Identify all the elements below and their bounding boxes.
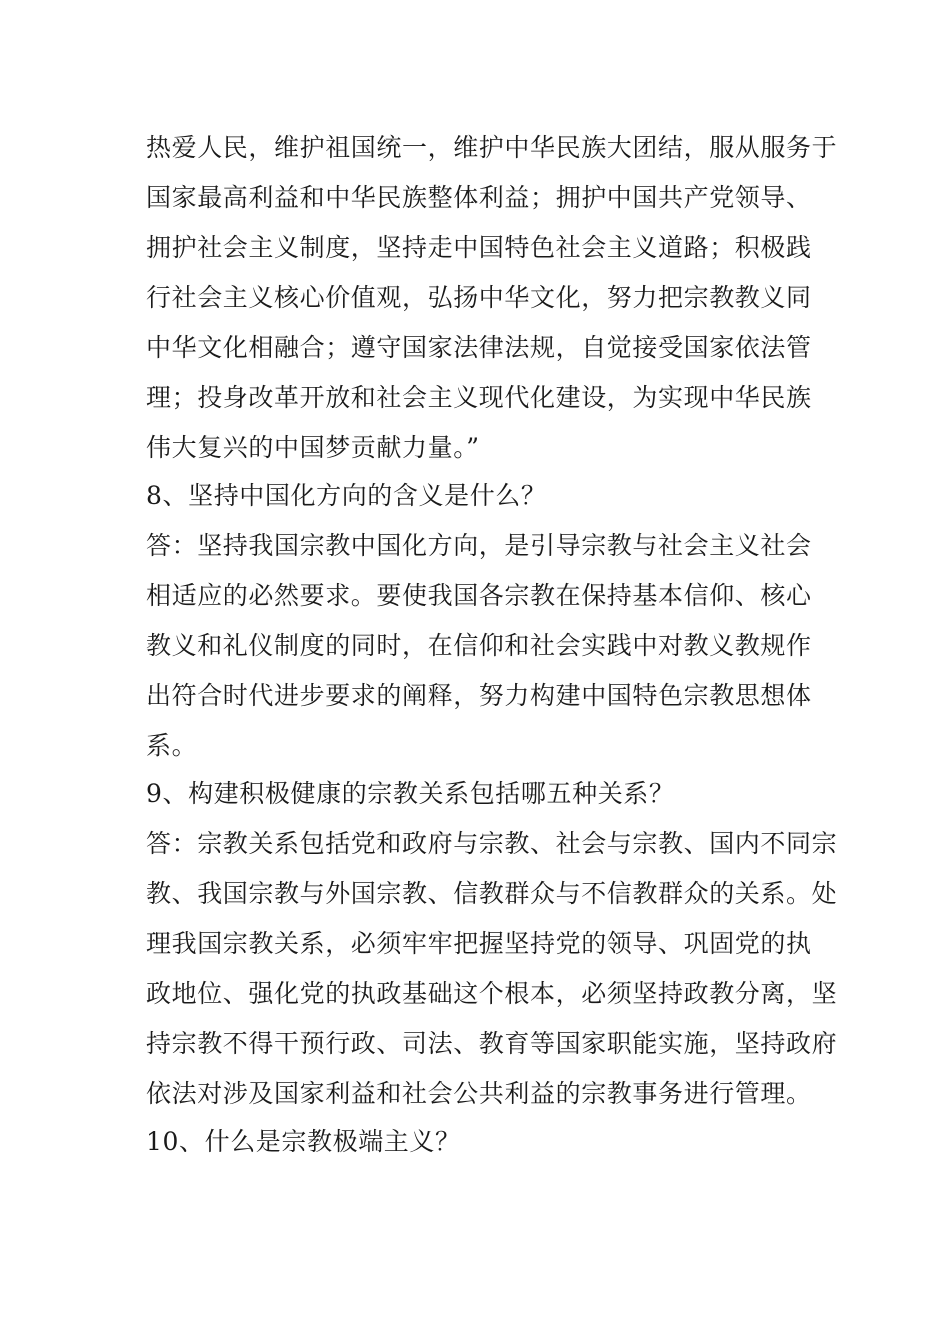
text-line: 理；投身改革开放和社会主义现代化建设，为实现中华民族 <box>146 383 812 412</box>
text-line: 行社会主义核心价值观，弘扬中华文化，努力把宗教教义同 <box>146 283 812 312</box>
question-heading: 8、坚持中国化方向的含义是什么？ <box>146 481 547 510</box>
text-line: 中华文化相融合；遵守国家法律法规，自觉接受国家依法管 <box>146 333 812 362</box>
answer-line: 系。 <box>146 731 198 760</box>
text-line: 伟大复兴的中国梦贡献力量。” <box>146 433 480 462</box>
question-heading: 10、什么是宗教极端主义？ <box>146 1127 461 1156</box>
answer-line: 理我国宗教关系，必须牢牢把握坚持党的领导、巩固党的执 <box>146 929 812 958</box>
answer-line: 答：坚持我国宗教中国化方向，是引导宗教与社会主义社会 <box>146 531 812 560</box>
answer-line: 出符合时代进步要求的阐释，努力构建中国特色宗教思想体 <box>146 681 812 710</box>
text-line: 拥护社会主义制度，坚持走中国特色社会主义道路；积极践 <box>146 233 812 262</box>
answer-line: 教义和礼仪制度的同时，在信仰和社会实践中对教义教规作 <box>146 631 812 660</box>
question-heading: 9、构建积极健康的宗教关系包括哪五种关系？ <box>146 779 675 808</box>
answer-line: 依法对涉及国家利益和社会公共利益的宗教事务进行管理。 <box>146 1079 812 1108</box>
answer-line: 答：宗教关系包括党和政府与宗教、社会与宗教、国内不同宗 <box>146 829 838 858</box>
answer-line: 教、我国宗教与外国宗教、信教群众与不信教群众的关系。处 <box>146 879 838 908</box>
answer-line: 相适应的必然要求。要使我国各宗教在保持基本信仰、核心 <box>146 581 812 610</box>
text-line: 国家最高利益和中华民族整体利益；拥护中国共产党领导、 <box>146 183 812 212</box>
text-line: 热爱人民，维护祖国统一，维护中华民族大团结，服从服务于 <box>146 133 838 162</box>
answer-line: 持宗教不得干预行政、司法、教育等国家职能实施，坚持政府 <box>146 1029 838 1058</box>
answer-line: 政地位、强化党的执政基础这个根本，必须坚持政教分离，坚 <box>146 979 838 1008</box>
